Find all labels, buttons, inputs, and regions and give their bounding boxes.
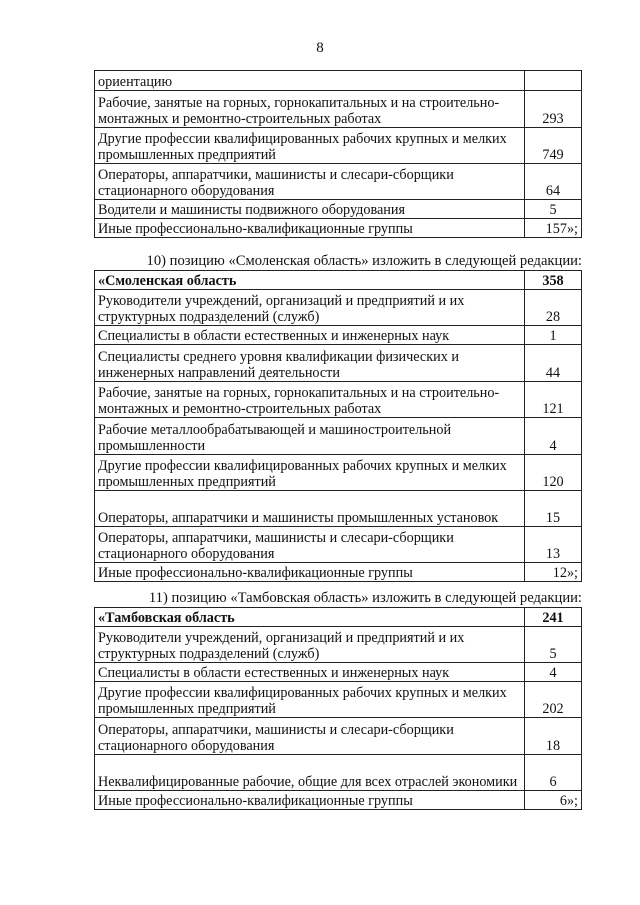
table-row (95, 755, 582, 791)
row-value: 5 (525, 200, 582, 219)
row-label: Рабочие металлообрабатывающей и машиностроительной промышленности (95, 418, 525, 455)
row-value: 202 (525, 682, 582, 718)
row-label: Другие профессии квалифицированных рабочих крупных и мелких промышленных предприятий (95, 128, 525, 164)
row-label: Другие профессии квалифицированных рабочих крупных и мелких промышленных предприятий (95, 682, 525, 718)
row-label: Операторы, аппаратчики, машинисты и слесари-сборщики стационарного оборудования (95, 527, 525, 563)
table-continued (94, 70, 582, 238)
table-row (95, 128, 582, 164)
region-total: 358 (525, 271, 582, 290)
row-value: 12»; (525, 563, 582, 582)
region-name: «Тамбовская область (95, 608, 525, 627)
row-label: Иные профессионально-квалификационные группы (95, 563, 525, 582)
table-row (95, 718, 582, 755)
row-value: 6 (525, 755, 582, 791)
row-label: Специалисты среднего уровня квалификации физических и инженерных направлений деятельности (95, 345, 525, 382)
row-value (525, 71, 582, 91)
row-value: 749 (525, 128, 582, 164)
table-row (95, 219, 582, 238)
table-row (95, 663, 582, 682)
row-label: Водители и машинисты подвижного оборудования (95, 200, 525, 219)
table-row (95, 455, 582, 491)
row-label: Руководители учреждений, организаций и предприятий и их структурных подразделений (служб) (95, 627, 525, 663)
table-row (95, 491, 582, 527)
row-label: Операторы, аппаратчики, машинисты и слесари-сборщики стационарного оборудования (95, 718, 525, 755)
table-row (95, 345, 582, 382)
row-label: ориентацию (95, 71, 525, 91)
table-smolensk (94, 270, 582, 582)
row-label: Рабочие, занятые на горных, горнокапитальных и на строительно-монтажных и ремонтно-строительных работах (95, 91, 525, 128)
region-total: 241 (525, 608, 582, 627)
region-name: «Смоленская область (95, 271, 525, 290)
row-label: Операторы, аппаратчики и машинисты промышленных установок (95, 491, 525, 527)
table-row (95, 791, 582, 810)
row-value: 121 (525, 382, 582, 418)
table-row (95, 527, 582, 563)
row-label: Специалисты в области естественных и инженерных наук (95, 663, 525, 682)
row-value: 6»; (525, 791, 582, 810)
row-label: Неквалифицированные рабочие, общие для всех отраслей экономики (95, 755, 525, 791)
table-row (95, 326, 582, 345)
row-value: 1 (525, 326, 582, 345)
row-label: Операторы, аппаратчики, машинисты и слесари-сборщики стационарного оборудования (95, 164, 525, 200)
table-row (95, 164, 582, 200)
row-value: 13 (525, 527, 582, 563)
table-header-row (95, 608, 582, 627)
row-value: 120 (525, 455, 582, 491)
table-row (95, 91, 582, 128)
row-value: 64 (525, 164, 582, 200)
row-value: 15 (525, 491, 582, 527)
row-label: Иные профессионально-квалификационные группы (95, 219, 525, 238)
table-row (95, 382, 582, 418)
table-row (95, 71, 582, 91)
row-value: 293 (525, 91, 582, 128)
table-row (95, 290, 582, 326)
row-value: 5 (525, 627, 582, 663)
row-value: 28 (525, 290, 582, 326)
row-value: 18 (525, 718, 582, 755)
row-value: 4 (525, 418, 582, 455)
table-header-row (95, 271, 582, 290)
row-label: Иные профессионально-квалификационные группы (95, 791, 525, 810)
section-10-intro: 10) позицию «Смоленская область» изложить в следующей редакции: (146, 253, 582, 269)
row-label: Рабочие, занятые на горных, горнокапитальных и на строительно-монтажных и ремонтно-строительных работах (95, 382, 525, 418)
row-value: 4 (525, 663, 582, 682)
page-number: 8 (316, 40, 324, 56)
row-value: 157»; (525, 219, 582, 238)
table-row (95, 200, 582, 219)
row-value: 44 (525, 345, 582, 382)
table-row (95, 563, 582, 582)
section-11-intro: 11) позицию «Тамбовская область» изложить в следующей редакции: (148, 590, 582, 606)
table-tambov (94, 607, 582, 810)
table-row (95, 627, 582, 663)
row-label: Специалисты в области естественных и инженерных наук (95, 326, 525, 345)
row-label: Руководители учреждений, организаций и предприятий и их структурных подразделений (служб) (95, 290, 525, 326)
table-row (95, 682, 582, 718)
table-row (95, 418, 582, 455)
row-label: Другие профессии квалифицированных рабочих крупных и мелких промышленных предприятий (95, 455, 525, 491)
